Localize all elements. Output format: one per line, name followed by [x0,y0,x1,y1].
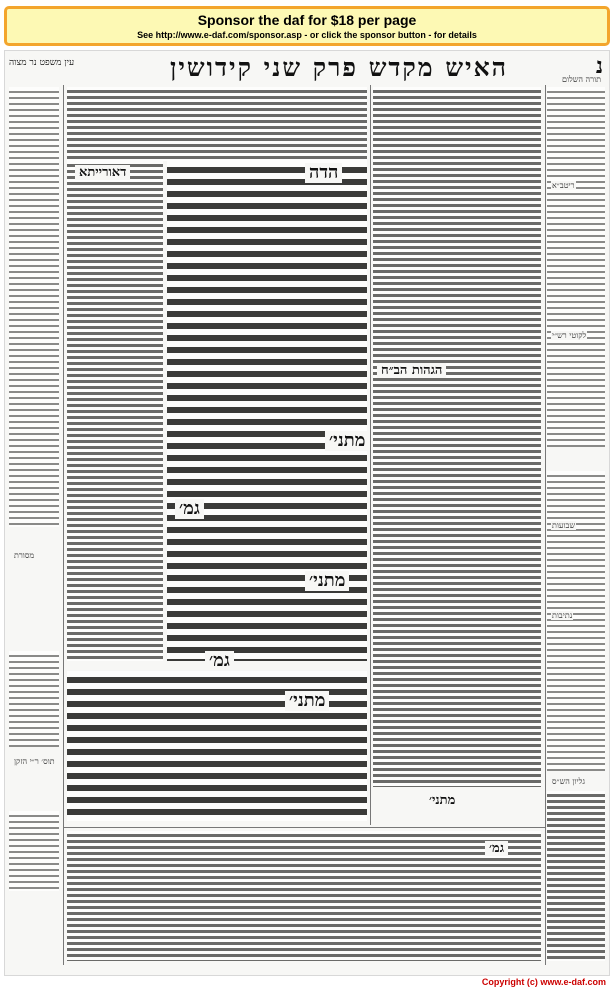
keyword: גמ׳ [485,841,508,856]
keyword: הדה [305,163,342,183]
left-margin-text-lower [9,651,59,747]
section-divider [63,827,545,828]
keyword: דאורייתא [75,165,130,180]
tosafot-top [67,87,367,161]
margin-note: תוס׳ ר״י הזקן [14,757,55,766]
page-title: האיש מקדש פרק שני קידושין [169,53,509,82]
keyword: מתני׳ [325,431,369,451]
column-divider [370,85,371,825]
margin-note: גליון הש״ס [552,777,585,786]
rashi-column [373,87,541,787]
bottom-commentary [67,831,541,961]
keyword: גמ׳ [175,499,204,519]
talmud-page-scan [4,50,610,976]
right-header-note: תורה השלום [561,75,601,84]
folio-number: נ [595,53,603,79]
left-margin-text-bottom [9,811,59,891]
column-divider [545,85,546,965]
margin-note: מסורת [14,551,35,560]
margin-note: לקוטי רש״י [552,331,587,340]
copyright-link[interactable]: Copyright (c) www.e-daf.com [481,977,606,987]
keyword: מתני׳ [425,793,459,808]
ein-mishpat-header: עין משפט נר מצוה [9,58,75,68]
keyword: גמ׳ [205,651,234,671]
margin-note: שבועות [552,521,576,530]
margin-note: ריטב״א [552,181,575,190]
bottom-right-commentary [547,791,605,961]
sponsor-link[interactable]: See http://www.e-daf.com/sponsor.asp - or click the sponsor button - for details [137,30,477,40]
column-divider [63,85,64,965]
keyword: הגהות הב״ח [377,363,446,378]
left-margin-text [9,87,59,527]
right-margin-text-lower [547,471,605,771]
sponsor-title[interactable]: Sponsor the daf for $18 per page [197,12,417,28]
sponsor-banner[interactable] [4,6,610,46]
margin-note: נתיבות [552,611,573,620]
right-margin-text [547,87,605,447]
keyword: מתני׳ [285,691,329,711]
tosafot-column [67,161,163,661]
keyword: מתני׳ [305,571,349,591]
